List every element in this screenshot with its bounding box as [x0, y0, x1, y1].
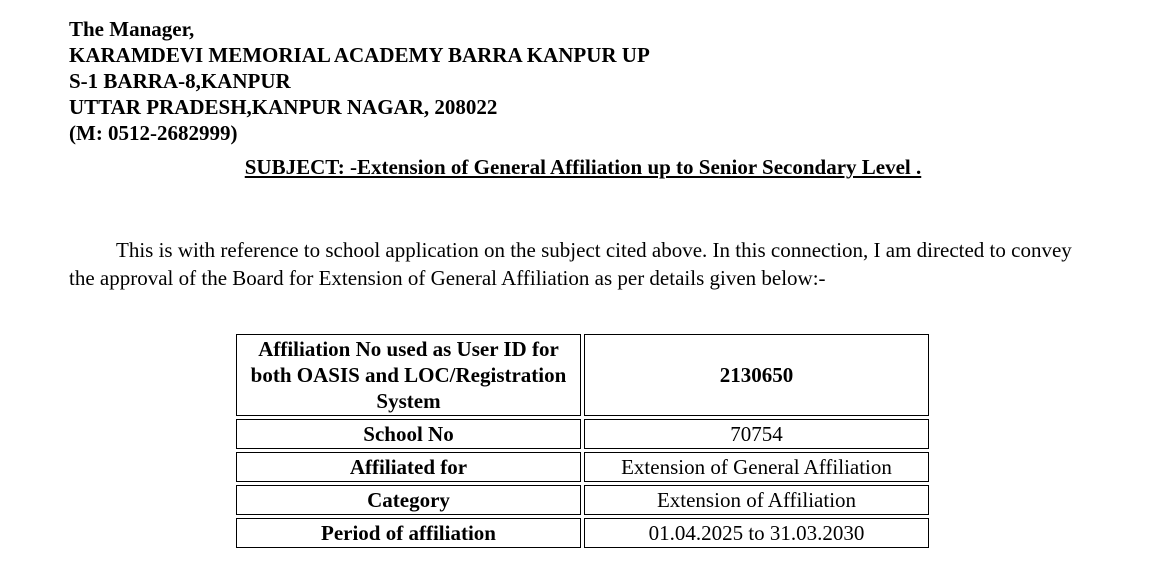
address-line-recipient: The Manager, [69, 17, 195, 41]
table-value-cell: 70754 [584, 419, 929, 449]
table-row [236, 485, 929, 515]
table-value-cell: 01.04.2025 to 31.03.2030 [584, 518, 929, 548]
table-label-cell: School No [236, 419, 581, 449]
table-value-cell: 2130650 [584, 334, 929, 416]
subject-text: SUBJECT: -Extension of General Affiliation up to Senior Secondary Level . [244, 155, 922, 179]
table-value-cell: Extension of General Affiliation [584, 452, 929, 482]
address-line-street: S-1 BARRA-8,KANPUR [69, 69, 291, 93]
table-label-cell: Affiliation No used as User ID for both OASIS and LOC/Registration System [236, 334, 581, 416]
table-value-cell: Extension of Affiliation [584, 485, 929, 515]
recipient-address [69, 16, 650, 146]
table-row [236, 518, 929, 548]
table-row [236, 452, 929, 482]
address-line-school-name: KARAMDEVI MEMORIAL ACADEMY BARRA KANPUR UP [69, 43, 650, 67]
table-label-cell: Period of affiliation [236, 518, 581, 548]
letter-body-paragraph: This is with reference to school application on the subject cited above. In this connection, I am directed to convey the approval of the Board for Extension of General Affiliation as per details given below:- [69, 238, 1072, 290]
address-line-phone: (M: 0512-2682999) [69, 121, 238, 145]
table-row [236, 334, 929, 416]
table-row [236, 419, 929, 449]
address-line-state-city: UTTAR PRADESH,KANPUR NAGAR, 208022 [69, 95, 498, 119]
table-label-cell: Affiliated for [236, 452, 581, 482]
subject-line [0, 154, 1166, 180]
table-label-cell: Category [236, 485, 581, 515]
affiliation-details-table [233, 331, 932, 551]
